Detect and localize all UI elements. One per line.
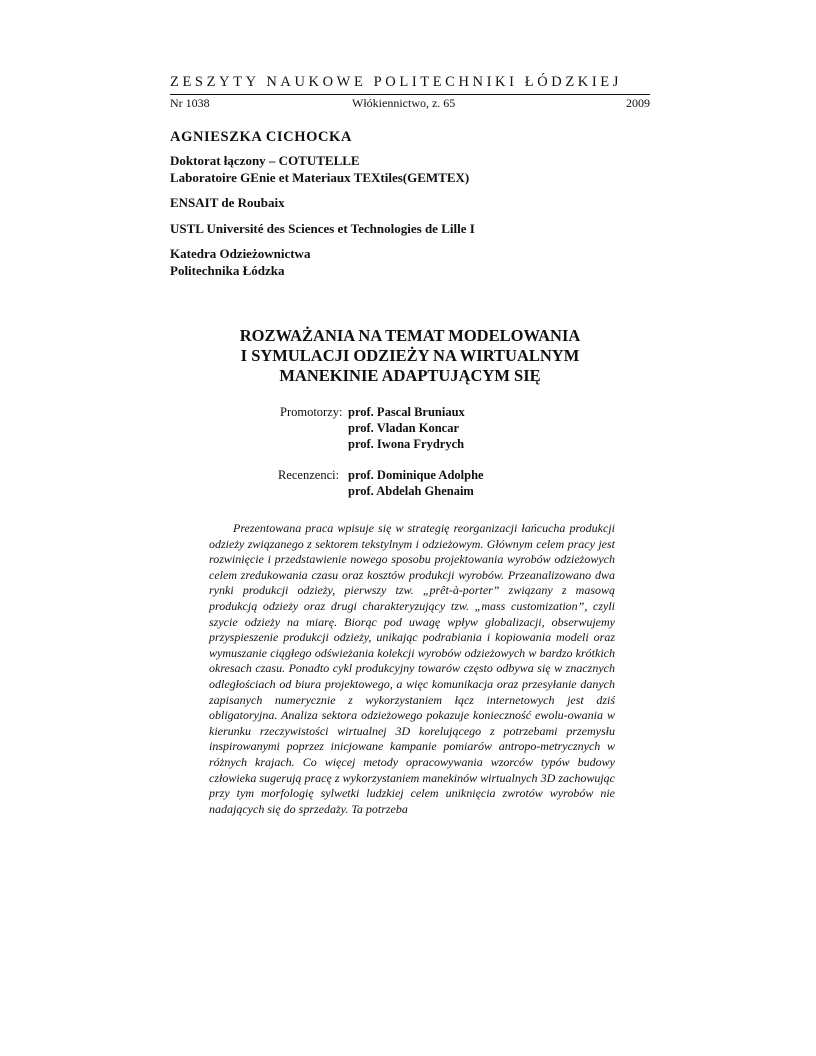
header-rule xyxy=(170,94,650,95)
supervisors-label: Promotorzy: xyxy=(280,405,343,419)
supervisor-name: prof. Vladan Koncar xyxy=(348,421,460,435)
supervisor-name: prof. Iwona Frydrych xyxy=(348,437,465,451)
title-line: MANEKINIE ADAPTUJĄCYM SIĘ xyxy=(279,366,541,385)
affiliation-line: Laboratoire GEnie et Materiaux TEXtiles(GEMTEX) xyxy=(170,170,470,185)
issue-year: 2009 xyxy=(626,96,650,110)
title-line: ROZWAŻANIA NA TEMAT MODELOWANIA xyxy=(239,326,581,345)
reviewer-name: prof. Abdelah Ghenaim xyxy=(348,484,474,498)
paper-title xyxy=(170,326,650,386)
affiliation-line: Politechnika Łódzka xyxy=(170,263,285,278)
journal-title: ZESZYTY NAUKOWE POLITECHNIKI ŁÓDZKIEJ xyxy=(170,74,623,90)
author-name: AGNIESZKA CICHOCKA xyxy=(170,129,353,145)
reviewers-label: Recenzenci: xyxy=(278,468,340,482)
supervisor-name: prof. Pascal Bruniaux xyxy=(348,405,465,419)
reviewer-name: prof. Dominique Adolphe xyxy=(348,468,484,482)
abstract-paragraph: Prezentowana praca wpisuje się w strategię reorganizacji łańcucha produkcji odzieży związanego z sektorem tekstylnym i odzieżowym. Głównym celem pracy jest rozwinięcie i przedstawienie nowego sposobu projektowania wyrobów odzieżowych celem zredukowania czasu oraz kosztów produkcji wyrobów. Przeanalizowano dwa rynki produkcji odzieży, pierwszy tzw. „prêt-à-porter” związany z masową produkcją odzieży oraz drugi charakteryzujący tzw. „mass customization”, czyli szycie odzieży na miarę. Biorąc pod uwagę wpływ globalizacji, obserwujemy przyspieszenie produkcji odzieży, unikając podrabiania i kopiowania modeli oraz wymuszanie ciągłego odświeżania kolekcji wyrobów odzieżowych w bardzo krótkich okresach czasu. Ponadto cykl produkcyjny towarów często odbywa się w znacznych odległościach od biura projektowego, a więc komunikacja oraz przesyłanie danych zapisanych numerycznie z wykorzystaniem łącz internetowych jest dziś obligatoryjna. Analiza sektora odzieżowego pokazuje konieczność ewolu-owania w kierunku rzeczywistości wirtualnej 3D korelującego z potrzebami przemysłu inspirowanymi poprzez inicjowane kampanie pomiarów antropo-metrycznych w różnych krajach. Co więcej metody opracowywania wzorców typów budowy człowieka sugerują pracę z wykorzystaniem manekinów wirtualnych 3D zachowując przy tym morfologię sylwetki ludzkiej celem uniknięcia zwrotów wyrobów nie nadających się do sprzedaży. Ta potrzeba xyxy=(209,521,615,816)
affiliation-line: USTL Université des Sciences et Technologies de Lille I xyxy=(170,221,475,236)
title-line: I SYMULACJI ODZIEŻY NA WIRTUALNYM xyxy=(240,346,580,365)
issue-number: Nr 1038 xyxy=(170,96,210,110)
affiliation-line: ENSAIT de Roubaix xyxy=(170,195,285,210)
issue-info-row xyxy=(170,96,650,111)
affiliation-line: Doktorat łączony – COTUTELLE xyxy=(170,153,360,168)
series-info: Włókiennictwo, z. 65 xyxy=(352,96,456,110)
affiliation-line: Katedra Odzieżownictwa xyxy=(170,246,311,261)
